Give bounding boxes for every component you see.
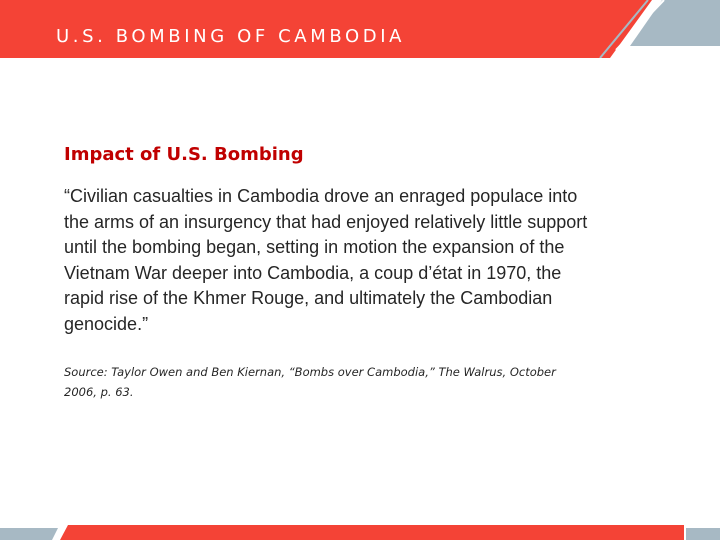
source-citation: Source: Taylor Owen and Ben Kiernan, “Bombs over Cambodia,” The Walrus, October 2006, p. 63. bbox=[64, 365, 556, 399]
footer-red-band bbox=[60, 525, 684, 540]
section-heading: Impact of U.S. Bombing bbox=[64, 144, 304, 165]
footer-decoration bbox=[0, 520, 720, 540]
footer-gray-band bbox=[0, 528, 58, 540]
page-title: U.S. BOMBING OF CAMBODIA bbox=[56, 26, 406, 47]
header-bar bbox=[0, 0, 720, 58]
quote-text: “Civilian casualties in Cambodia drove an enraged populace into the arms of an insurgency that had enjoyed relatively little support until the bombing began, setting in motion the expansion of the Vietnam War deeper into Cambodia, a coup d’état in 1970, the rapid rise of the Khmer Rouge, and ultimately the Cambodian genocide.” bbox=[64, 186, 588, 334]
footer-gray-end bbox=[686, 528, 720, 540]
footer-bar bbox=[0, 520, 720, 540]
main-content bbox=[64, 140, 664, 402]
